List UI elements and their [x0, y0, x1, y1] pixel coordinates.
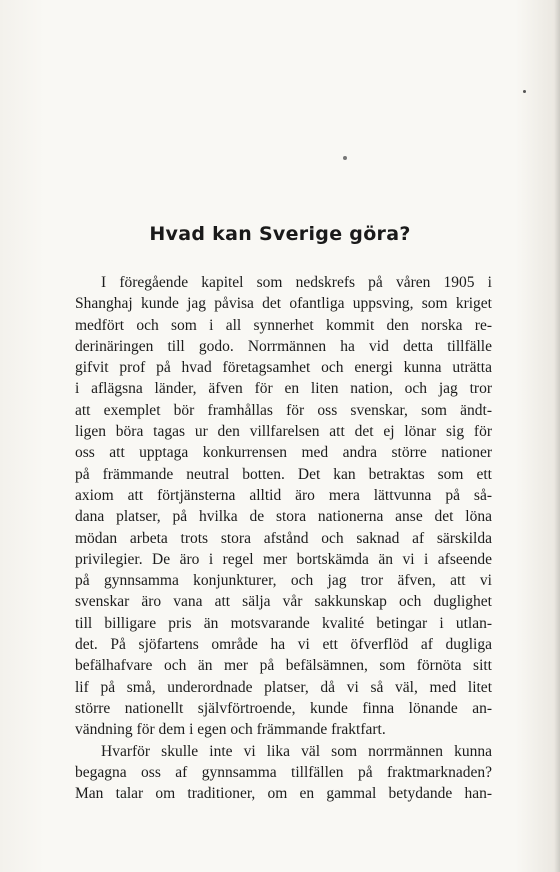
text-line: att exemplet bör framhållas för oss svenskar, som ändt-: [75, 401, 492, 419]
text-line: Hvarför skulle inte vi lika väl som norrmännen kunna: [101, 742, 492, 760]
ink-speck: [523, 90, 526, 93]
text-line: ligen böra tagas ur den villfarelsen att det ej lönar sig för: [75, 423, 492, 441]
text-line: det. På sjöfartens område ha vi ett öfverflöd af dugliga: [75, 636, 492, 654]
ink-speck: [343, 156, 347, 160]
text-line: derinäringen till godo. Norrmännen ha vid detta tillfälle: [75, 337, 492, 355]
text-line: privilegier. De äro i regel mer bortskämda än vi i afseende: [75, 550, 492, 568]
text-line: större nationellt självförtroende, kunde finna lönande an-: [75, 699, 492, 717]
text-line: befälhafvare och än mer på befälsämnen, som förnöta sitt: [75, 657, 492, 675]
text-line: medfört och som i all synnerhet kommit den norska re-: [75, 316, 492, 334]
text-line: axiom att förtjänsterna alltid äro mera lättvunna på så-: [75, 486, 492, 504]
text-line: till billigare pris än motsvarande kvalité betingar i utlan-: [75, 614, 492, 632]
chapter-title: Hvad kan Sverige göra?: [149, 223, 411, 245]
text-line: Shanghaj kunde jag påvisa det ofantliga uppsving, som kriget: [75, 295, 492, 313]
body-text: [75, 272, 492, 804]
text-line: I föregående kapitel som nedskrefs på våren 1905 i: [101, 274, 492, 291]
text-line: begagna oss af gynnsamma tillfällen på fraktmarknaden?: [75, 763, 492, 781]
text-line: svenskar äro vana att sälja vår sakkunskap och duglighet: [75, 593, 492, 611]
text-line: mödan arbeta trots stora afstånd och saknad af särskilda: [75, 529, 492, 547]
text-line: vändning för dem i egen och främmande fraktfart.: [75, 721, 386, 739]
text-line: på gynnsamma konjunkturer, och jag tror äfven, att vi: [75, 572, 492, 590]
text-line: Man talar om traditioner, om en gammal betydande han-: [75, 785, 492, 803]
text-line: oss att upptaga konkurrensen med andra större nationer: [75, 444, 492, 462]
text-line: på främmande neutral botten. Det kan betraktas som ett: [75, 465, 492, 483]
text-line: gifvit prof på hvad företagsamhet och energi kunna uträtta: [75, 359, 492, 377]
text-line: i aflägsna länder, äfven för en liten nation, och jag tror: [75, 380, 492, 398]
text-line: dana platser, på hvilka de stora nationerna anse det löna: [75, 508, 492, 526]
text-line: lif på små, underordnade platser, då vi så väl, med litet: [75, 678, 492, 696]
page-edge-shadow: [554, 0, 560, 872]
